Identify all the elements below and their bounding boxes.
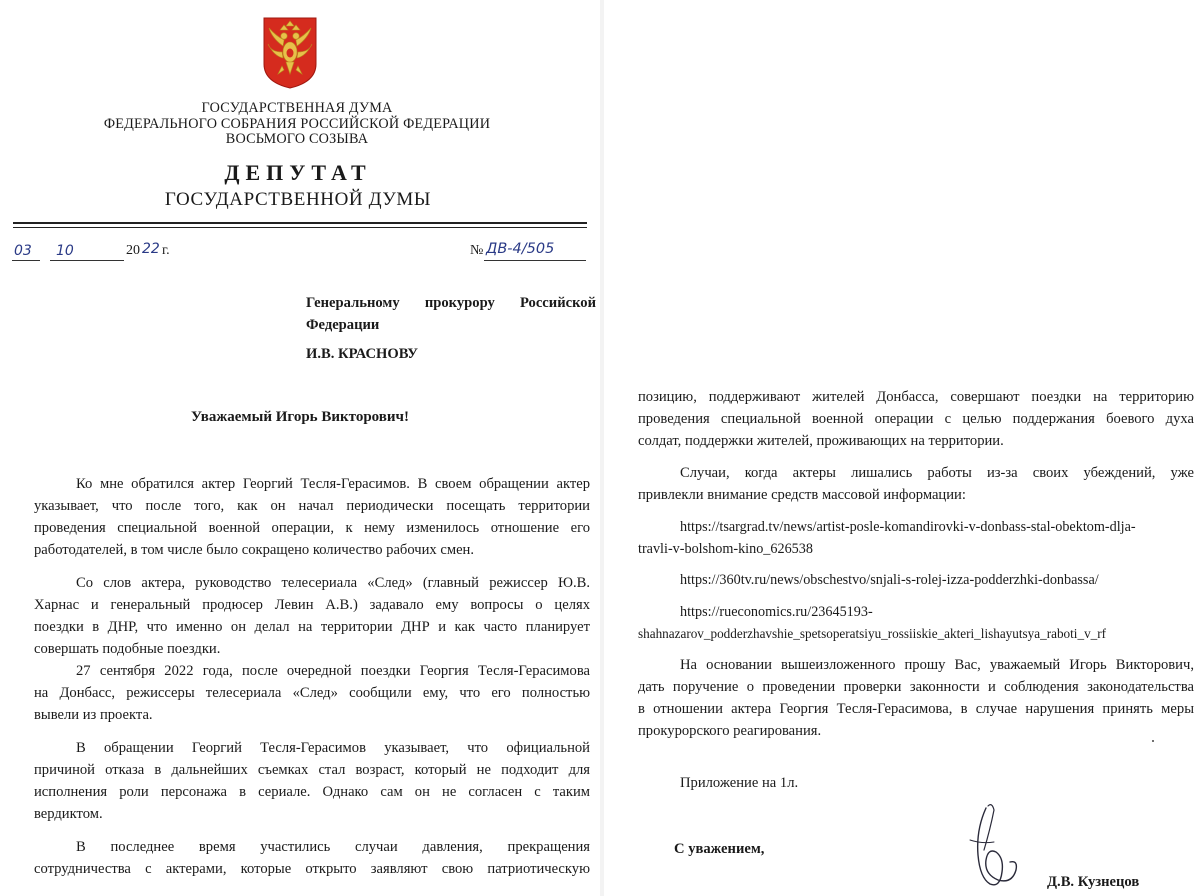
header-line-2: ФЕДЕРАЛЬНОГО СОБРАНИЯ РОССИЙСКОЙ ФЕДЕРАЦИИ	[103, 115, 491, 132]
body-line: позицию, поддерживают жителей Донбасса, совершают поездки на территорию	[638, 389, 1194, 405]
source-link-1: https://tsargrad.tv/news/artist-posle-komandirovki-v-donbass-stal-obektom-dlja-	[680, 519, 1136, 535]
source-link-3: https://rueconomics.ru/23645193-	[680, 604, 873, 620]
scan-speck	[1152, 740, 1154, 742]
date-year-suffix: 22	[142, 241, 160, 257]
body-line: В обращении Георгий Тесля-Герасимов указывает, что официальной	[76, 740, 590, 756]
body-line: 27 сентября 2022 года, после очередной поездки Георгия Тесля-Герасимова	[76, 663, 590, 679]
institution-header	[0, 101, 597, 148]
signatory-name: Д.В. Кузнецов	[1047, 874, 1140, 890]
month-underline	[50, 260, 124, 261]
header-rule-thin	[13, 227, 587, 228]
number-label: №	[470, 243, 484, 258]
day-underline	[12, 260, 40, 261]
body-line: Со слов актера, руководство телесериала «След» (главный режиссер Ю.В.	[76, 575, 590, 591]
closing-phrase: С уважением,	[674, 841, 765, 857]
attachment-note: Приложение на 1л.	[680, 775, 799, 791]
date-year-mark: г.	[162, 243, 170, 258]
outgoing-number: ДВ-4/505	[486, 241, 555, 257]
body-line: Харнас и генеральный продюсер Левин А.В.) задавало ему вопросы о целях	[34, 597, 590, 613]
source-link-2: https://360tv.ru/news/obschestvo/snjali-s-rolej-izza-podderzhki-donbassa/	[680, 572, 1099, 588]
date-day: 03	[14, 243, 32, 259]
date-month: 10	[56, 243, 74, 259]
date-year-prefix: 20	[126, 243, 140, 258]
header-line-3: ВОСЬМОГО СОЗЫВА	[225, 131, 369, 147]
body-line: В последнее время участились случаи давления, прекращения	[76, 839, 590, 855]
body-line: На основании вышеизложенного прошу Вас, уважаемый Игорь Викторович,	[680, 657, 1194, 673]
addressee-line-1: Генеральному прокурору Российской	[306, 295, 596, 311]
body-line: проведения специальной военной операции с целью поддержания боевого духа	[638, 411, 1194, 427]
body-line: прокурорского реагирования.	[638, 723, 822, 739]
body-line: совершать подобные поездки.	[34, 641, 221, 657]
body-line: причиной отказа в дальнейших съемках стал возраст, который не подходит для	[34, 762, 590, 778]
body-line: исполнения роли персонажа в сериале. Однако сам он не согласен с таким	[34, 784, 590, 800]
deputy-title: ДЕПУТАТ	[224, 160, 372, 185]
body-line: Случаи, когда актеры лишались работы из-за своих убеждений, уже	[680, 465, 1194, 481]
addressee-block	[306, 292, 596, 336]
salutation: Уважаемый Игорь Викторович!	[191, 409, 409, 425]
handwritten-signature	[964, 800, 1034, 890]
body-line: дать поручение о проведении проверки законности и соблюдения законодательства	[638, 679, 1194, 695]
russian-coat-of-arms-emblem	[262, 16, 318, 90]
body-line: Ко мне обратился актер Георгий Тесля-Герасимов. В своем обращении актер	[76, 476, 590, 492]
body-line: в отношении актера Георгия Тесля-Герасимова, в случае нарушения принять меры	[638, 701, 1194, 717]
body-line: сотрудничества с актерами, которые открыто заявляют свою патриотическую	[34, 861, 590, 877]
deputy-subtitle: ГОСУДАРСТВЕННОЙ ДУМЫ	[164, 189, 432, 210]
addressee-name: И.В. КРАСНОВУ	[306, 346, 418, 362]
body-line: вердиктом.	[34, 806, 103, 822]
body-line: на Донбасс, режиссеры телесериала «След» сообщили ему, что его полностью	[34, 685, 590, 701]
body-line: указывает, что после того, как он начал периодически посещать территории	[34, 498, 590, 514]
body-line: вывели из проекта.	[34, 707, 153, 723]
body-line: солдат, поддержки жителей, проживающих на территории.	[638, 433, 1004, 449]
source-link-3-cont: shahnazarov_podderzhavshie_spetsoperatsiyu_rossiiskie_akteri_lishayutsya_raboti_v_rf	[638, 626, 1107, 641]
header-line-1: ГОСУДАРСТВЕННАЯ ДУМА	[201, 100, 393, 116]
body-line: работодателей, в том числе было сокращено количество рабочих смен.	[34, 542, 475, 558]
addressee-line-2: Федерации	[306, 317, 380, 333]
source-link-1-cont: travli-v-bolshom-kino_626538	[638, 541, 813, 557]
letter-page-2	[604, 0, 1200, 896]
number-underline	[484, 260, 586, 261]
header-rule-thick	[13, 222, 587, 224]
body-line: привлекли внимание средств массовой информации:	[638, 487, 966, 503]
body-line: проведения специальной военной операции, к нему изменилось отношение его	[34, 520, 590, 536]
body-line: поездки в ДНР, что именно он делал на территории ДНР и как часто планирует	[34, 619, 590, 635]
